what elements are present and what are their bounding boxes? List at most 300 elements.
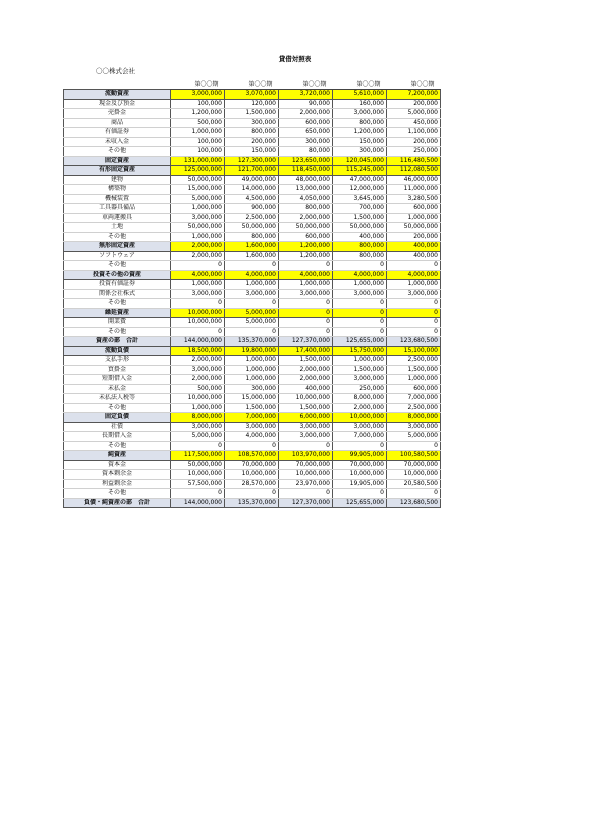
value-cell: 200,000 xyxy=(387,99,441,109)
value-cell: 1,200,000 xyxy=(279,242,333,252)
value-cell: 400,000 xyxy=(279,384,333,394)
value-cell: 3,000,000 xyxy=(171,213,225,223)
value-cell: 7,000,000 xyxy=(387,394,441,404)
value-cell: 600,000 xyxy=(279,118,333,128)
value-cell: 0 xyxy=(225,299,279,309)
row-label: 流動負債 xyxy=(64,346,171,356)
value-cell: 10,000,000 xyxy=(171,318,225,328)
row-label: 資本剰余金 xyxy=(64,470,171,480)
value-cell: 50,000,000 xyxy=(171,175,225,185)
value-cell: 700,000 xyxy=(333,204,387,214)
table-row xyxy=(64,223,441,233)
value-cell: 250,000 xyxy=(387,147,441,157)
value-cell: 120,045,000 xyxy=(333,156,387,166)
value-cell: 4,500,000 xyxy=(225,194,279,204)
value-cell: 108,570,000 xyxy=(225,451,279,461)
value-cell: 4,000,000 xyxy=(333,270,387,280)
value-cell: 12,000,000 xyxy=(333,185,387,195)
value-cell: 14,000,000 xyxy=(225,185,279,195)
value-cell: 1,200,000 xyxy=(333,128,387,138)
value-cell: 1,000,000 xyxy=(171,128,225,138)
value-cell: 127,370,000 xyxy=(279,498,333,508)
table-row xyxy=(64,194,441,204)
value-cell: 100,000 xyxy=(171,99,225,109)
row-label: 有価証券 xyxy=(64,128,171,138)
value-cell: 150,000 xyxy=(225,147,279,157)
value-cell: 0 xyxy=(387,327,441,337)
value-cell: 3,000,000 xyxy=(279,432,333,442)
value-cell: 50,000,000 xyxy=(225,223,279,233)
header-blank xyxy=(64,80,171,90)
row-label: 車両運搬具 xyxy=(64,213,171,223)
value-cell: 800,000 xyxy=(225,128,279,138)
value-cell: 1,500,000 xyxy=(279,356,333,366)
value-cell: 1,000,000 xyxy=(171,280,225,290)
value-cell: 3,000,000 xyxy=(279,422,333,432)
value-cell: 15,750,000 xyxy=(333,346,387,356)
row-label: 固定資産 xyxy=(64,156,171,166)
value-cell: 0 xyxy=(279,441,333,451)
value-cell: 50,000,000 xyxy=(171,223,225,233)
value-cell: 70,000,000 xyxy=(279,460,333,470)
value-cell: 5,000,000 xyxy=(387,109,441,119)
value-cell: 117,500,000 xyxy=(171,451,225,461)
value-cell: 800,000 xyxy=(333,242,387,252)
row-label: 流動資産 xyxy=(64,90,171,100)
value-cell: 0 xyxy=(279,489,333,499)
value-cell: 2,000,000 xyxy=(279,375,333,385)
value-cell: 1,500,000 xyxy=(333,213,387,223)
value-cell: 800,000 xyxy=(279,204,333,214)
section-row xyxy=(64,451,441,461)
value-cell: 650,000 xyxy=(279,128,333,138)
table-row xyxy=(64,280,441,290)
value-cell: 3,000,000 xyxy=(171,422,225,432)
value-cell: 3,000,000 xyxy=(171,365,225,375)
value-cell: 2,000,000 xyxy=(333,403,387,413)
value-cell: 3,070,000 xyxy=(225,90,279,100)
row-label: 純資産 xyxy=(64,451,171,461)
value-cell: 48,000,000 xyxy=(279,175,333,185)
value-cell: 100,000 xyxy=(171,147,225,157)
value-cell: 10,000,000 xyxy=(225,470,279,480)
value-cell: 2,000,000 xyxy=(279,109,333,119)
value-cell: 70,000,000 xyxy=(225,460,279,470)
value-cell: 1,600,000 xyxy=(225,242,279,252)
value-cell: 123,680,500 xyxy=(387,498,441,508)
value-cell: 15,000,000 xyxy=(171,185,225,195)
value-cell: 600,000 xyxy=(387,384,441,394)
value-cell: 1,500,000 xyxy=(225,109,279,119)
value-cell: 4,000,000 xyxy=(279,270,333,280)
header-row xyxy=(64,80,441,90)
section-row xyxy=(64,90,441,100)
value-cell: 400,000 xyxy=(387,251,441,261)
table-row xyxy=(64,470,441,480)
table-row xyxy=(64,147,441,157)
value-cell: 3,645,000 xyxy=(333,194,387,204)
value-cell: 116,480,500 xyxy=(387,156,441,166)
value-cell: 500,000 xyxy=(171,384,225,394)
row-label: ソフトウェア xyxy=(64,251,171,261)
value-cell: 2,500,000 xyxy=(387,356,441,366)
value-cell: 5,000,000 xyxy=(225,308,279,318)
value-cell: 8,000,000 xyxy=(171,413,225,423)
section-row xyxy=(64,166,441,176)
value-cell: 0 xyxy=(171,261,225,271)
value-cell: 450,000 xyxy=(387,118,441,128)
row-label: 支払手形 xyxy=(64,356,171,366)
value-cell: 900,000 xyxy=(225,204,279,214)
row-label: 資本金 xyxy=(64,460,171,470)
table-row xyxy=(64,204,441,214)
value-cell: 200,000 xyxy=(225,137,279,147)
row-label: その他 xyxy=(64,299,171,309)
value-cell: 123,650,000 xyxy=(279,156,333,166)
value-cell: 2,000,000 xyxy=(171,356,225,366)
row-label: その他 xyxy=(64,232,171,242)
value-cell: 23,970,000 xyxy=(279,479,333,489)
value-cell: 0 xyxy=(387,261,441,271)
value-cell: 400,000 xyxy=(333,232,387,242)
row-label: 開業費 xyxy=(64,318,171,328)
value-cell: 5,000,000 xyxy=(171,432,225,442)
row-label: 未払金 xyxy=(64,384,171,394)
table-row xyxy=(64,261,441,271)
row-label: 利益剰余金 xyxy=(64,479,171,489)
period-header: 第〇〇期 xyxy=(387,80,441,90)
value-cell: 47,000,000 xyxy=(333,175,387,185)
section-row xyxy=(64,156,441,166)
table-row xyxy=(64,460,441,470)
value-cell: 1,200,000 xyxy=(171,109,225,119)
value-cell: 1,000,000 xyxy=(225,280,279,290)
value-cell: 3,000,000 xyxy=(333,289,387,299)
value-cell: 2,000,000 xyxy=(279,213,333,223)
value-cell: 125,000,000 xyxy=(171,166,225,176)
row-label: その他 xyxy=(64,441,171,451)
value-cell: 2,500,000 xyxy=(225,213,279,223)
row-label: 建物 xyxy=(64,175,171,185)
value-cell: 80,000 xyxy=(279,147,333,157)
value-cell: 1,500,000 xyxy=(225,403,279,413)
value-cell: 3,000,000 xyxy=(387,422,441,432)
value-cell: 0 xyxy=(279,318,333,328)
value-cell: 1,000,000 xyxy=(171,232,225,242)
value-cell: 1,000,000 xyxy=(225,356,279,366)
balance-sheet-table xyxy=(63,80,441,508)
value-cell: 3,000,000 xyxy=(333,109,387,119)
value-cell: 20,580,500 xyxy=(387,479,441,489)
value-cell: 4,000,000 xyxy=(387,270,441,280)
value-cell: 0 xyxy=(225,489,279,499)
row-label: 機械装置 xyxy=(64,194,171,204)
value-cell: 1,500,000 xyxy=(387,365,441,375)
value-cell: 160,000 xyxy=(333,99,387,109)
value-cell: 100,580,500 xyxy=(387,451,441,461)
value-cell: 3,280,500 xyxy=(387,194,441,204)
value-cell: 2,000,000 xyxy=(279,365,333,375)
table-row xyxy=(64,185,441,195)
row-label: 投資その他の資産 xyxy=(64,270,171,280)
row-label: その他 xyxy=(64,261,171,271)
row-label: 社債 xyxy=(64,422,171,432)
table-row xyxy=(64,299,441,309)
value-cell: 135,370,000 xyxy=(225,498,279,508)
value-cell: 10,000,000 xyxy=(171,470,225,480)
row-label: 商品 xyxy=(64,118,171,128)
value-cell: 13,000,000 xyxy=(279,185,333,195)
value-cell: 3,000,000 xyxy=(225,289,279,299)
value-cell: 127,300,000 xyxy=(225,156,279,166)
value-cell: 300,000 xyxy=(225,118,279,128)
row-label: その他 xyxy=(64,147,171,157)
value-cell: 4,050,000 xyxy=(279,194,333,204)
row-label: 売掛金 xyxy=(64,109,171,119)
value-cell: 0 xyxy=(387,489,441,499)
value-cell: 1,600,000 xyxy=(225,251,279,261)
row-label: 資産の部 合計 xyxy=(64,337,171,347)
table-row xyxy=(64,489,441,499)
value-cell: 2,000,000 xyxy=(171,375,225,385)
row-label: 土地 xyxy=(64,223,171,233)
value-cell: 10,000,000 xyxy=(171,308,225,318)
value-cell: 0 xyxy=(333,318,387,328)
value-cell: 50,000,000 xyxy=(387,223,441,233)
value-cell: 0 xyxy=(225,327,279,337)
row-label: 未収入金 xyxy=(64,137,171,147)
table-row xyxy=(64,232,441,242)
value-cell: 150,000 xyxy=(333,137,387,147)
table-row xyxy=(64,128,441,138)
table-row xyxy=(64,394,441,404)
section-row xyxy=(64,308,441,318)
value-cell: 3,000,000 xyxy=(333,422,387,432)
value-cell: 50,000,000 xyxy=(333,223,387,233)
value-cell: 135,370,000 xyxy=(225,337,279,347)
value-cell: 1,000,000 xyxy=(171,403,225,413)
value-cell: 1,100,000 xyxy=(387,128,441,138)
value-cell: 3,000,000 xyxy=(333,375,387,385)
row-label: 有形固定資産 xyxy=(64,166,171,176)
value-cell: 800,000 xyxy=(225,232,279,242)
table-row xyxy=(64,422,441,432)
value-cell: 46,000,000 xyxy=(387,175,441,185)
value-cell: 125,655,000 xyxy=(333,498,387,508)
row-label: その他 xyxy=(64,327,171,337)
row-label: 未払法人税等 xyxy=(64,394,171,404)
value-cell: 7,000,000 xyxy=(225,413,279,423)
value-cell: 1,000,000 xyxy=(333,280,387,290)
value-cell: 0 xyxy=(387,299,441,309)
value-cell: 10,000,000 xyxy=(279,394,333,404)
table-row xyxy=(64,213,441,223)
value-cell: 300,000 xyxy=(225,384,279,394)
section-row xyxy=(64,413,441,423)
row-label: 構築物 xyxy=(64,185,171,195)
value-cell: 300,000 xyxy=(279,137,333,147)
value-cell: 112,080,500 xyxy=(387,166,441,176)
company-name: 〇〇株式会社 xyxy=(96,67,135,75)
value-cell: 118,450,000 xyxy=(279,166,333,176)
value-cell: 0 xyxy=(279,308,333,318)
table-row xyxy=(64,99,441,109)
table-row xyxy=(64,479,441,489)
value-cell: 70,000,000 xyxy=(387,460,441,470)
value-cell: 1,000,000 xyxy=(387,375,441,385)
total-row xyxy=(64,337,441,347)
table-row xyxy=(64,109,441,119)
table-row xyxy=(64,356,441,366)
value-cell: 49,000,000 xyxy=(225,175,279,185)
value-cell: 1,500,000 xyxy=(279,403,333,413)
value-cell: 10,000,000 xyxy=(279,470,333,480)
table-row xyxy=(64,251,441,261)
value-cell: 0 xyxy=(225,441,279,451)
value-cell: 0 xyxy=(387,441,441,451)
value-cell: 0 xyxy=(171,327,225,337)
row-label: 工具器具備品 xyxy=(64,204,171,214)
row-label: 買掛金 xyxy=(64,365,171,375)
value-cell: 1,500,000 xyxy=(333,365,387,375)
table-row xyxy=(64,441,441,451)
row-label: 長期借入金 xyxy=(64,432,171,442)
table-row xyxy=(64,327,441,337)
value-cell: 500,000 xyxy=(171,118,225,128)
value-cell: 0 xyxy=(333,327,387,337)
value-cell: 1,000,000 xyxy=(225,375,279,385)
value-cell: 5,000,000 xyxy=(171,194,225,204)
value-cell: 144,000,000 xyxy=(171,337,225,347)
table-row xyxy=(64,365,441,375)
value-cell: 400,000 xyxy=(387,242,441,252)
value-cell: 121,700,000 xyxy=(225,166,279,176)
value-cell: 100,000 xyxy=(171,137,225,147)
value-cell: 3,000,000 xyxy=(171,289,225,299)
value-cell: 4,000,000 xyxy=(225,270,279,280)
row-label: 固定負債 xyxy=(64,413,171,423)
value-cell: 5,000,000 xyxy=(225,318,279,328)
value-cell: 50,000,000 xyxy=(279,223,333,233)
value-cell: 0 xyxy=(387,318,441,328)
value-cell: 131,000,000 xyxy=(171,156,225,166)
value-cell: 15,000,000 xyxy=(225,394,279,404)
value-cell: 15,100,000 xyxy=(387,346,441,356)
value-cell: 0 xyxy=(279,299,333,309)
row-label: 投資有価証券 xyxy=(64,280,171,290)
value-cell: 5,610,000 xyxy=(333,90,387,100)
value-cell: 2,000,000 xyxy=(171,251,225,261)
value-cell: 8,000,000 xyxy=(333,394,387,404)
table-row xyxy=(64,118,441,128)
row-label: 短期借入金 xyxy=(64,375,171,385)
value-cell: 11,000,000 xyxy=(387,185,441,195)
table-row xyxy=(64,403,441,413)
value-cell: 1,000,000 xyxy=(171,204,225,214)
value-cell: 99,905,000 xyxy=(333,451,387,461)
row-label: その他 xyxy=(64,403,171,413)
value-cell: 10,000,000 xyxy=(333,413,387,423)
value-cell: 200,000 xyxy=(387,137,441,147)
value-cell: 0 xyxy=(279,327,333,337)
value-cell: 0 xyxy=(333,489,387,499)
value-cell: 10,000,000 xyxy=(333,470,387,480)
total-row xyxy=(64,498,441,508)
value-cell: 600,000 xyxy=(279,232,333,242)
row-label: 繰延資産 xyxy=(64,308,171,318)
value-cell: 300,000 xyxy=(333,147,387,157)
table-row xyxy=(64,375,441,385)
row-label: 現金及び預金 xyxy=(64,99,171,109)
value-cell: 1,000,000 xyxy=(225,365,279,375)
row-label: その他 xyxy=(64,489,171,499)
value-cell: 800,000 xyxy=(333,251,387,261)
value-cell: 600,000 xyxy=(387,204,441,214)
value-cell: 3,000,000 xyxy=(387,289,441,299)
value-cell: 0 xyxy=(333,261,387,271)
value-cell: 1,000,000 xyxy=(387,213,441,223)
page-title: 貸借対照表 xyxy=(278,55,312,63)
value-cell: 0 xyxy=(171,489,225,499)
value-cell: 200,000 xyxy=(387,232,441,242)
value-cell: 19,905,000 xyxy=(333,479,387,489)
section-row xyxy=(64,242,441,252)
value-cell: 70,000,000 xyxy=(333,460,387,470)
period-header: 第〇〇期 xyxy=(225,80,279,90)
table-row xyxy=(64,318,441,328)
value-cell: 10,000,000 xyxy=(387,470,441,480)
value-cell: 50,000,000 xyxy=(171,460,225,470)
table-row xyxy=(64,432,441,442)
value-cell: 2,000,000 xyxy=(171,242,225,252)
value-cell: 1,000,000 xyxy=(279,280,333,290)
value-cell: 123,680,500 xyxy=(387,337,441,347)
value-cell: 8,000,000 xyxy=(387,413,441,423)
table-row xyxy=(64,137,441,147)
value-cell: 4,000,000 xyxy=(171,270,225,280)
table-row xyxy=(64,384,441,394)
value-cell: 0 xyxy=(279,261,333,271)
value-cell: 4,000,000 xyxy=(225,432,279,442)
value-cell: 7,000,000 xyxy=(333,432,387,442)
value-cell: 3,000,000 xyxy=(225,422,279,432)
value-cell: 0 xyxy=(225,261,279,271)
value-cell: 3,000,000 xyxy=(171,90,225,100)
value-cell: 125,655,000 xyxy=(333,337,387,347)
row-label: 無形固定資産 xyxy=(64,242,171,252)
row-label: 関係会社株式 xyxy=(64,289,171,299)
value-cell: 90,000 xyxy=(279,99,333,109)
period-header: 第〇〇期 xyxy=(333,80,387,90)
value-cell: 0 xyxy=(333,308,387,318)
value-cell: 17,400,000 xyxy=(279,346,333,356)
value-cell: 1,200,000 xyxy=(279,251,333,261)
value-cell: 18,500,000 xyxy=(171,346,225,356)
value-cell: 19,800,000 xyxy=(225,346,279,356)
value-cell: 0 xyxy=(333,441,387,451)
value-cell: 0 xyxy=(333,299,387,309)
value-cell: 1,000,000 xyxy=(333,356,387,366)
value-cell: 0 xyxy=(387,308,441,318)
value-cell: 127,370,000 xyxy=(279,337,333,347)
period-header: 第〇〇期 xyxy=(279,80,333,90)
row-label: 負債・純資産の部 合計 xyxy=(64,498,171,508)
value-cell: 7,200,000 xyxy=(387,90,441,100)
value-cell: 115,245,000 xyxy=(333,166,387,176)
value-cell: 10,000,000 xyxy=(171,394,225,404)
value-cell: 1,000,000 xyxy=(387,280,441,290)
value-cell: 103,970,000 xyxy=(279,451,333,461)
